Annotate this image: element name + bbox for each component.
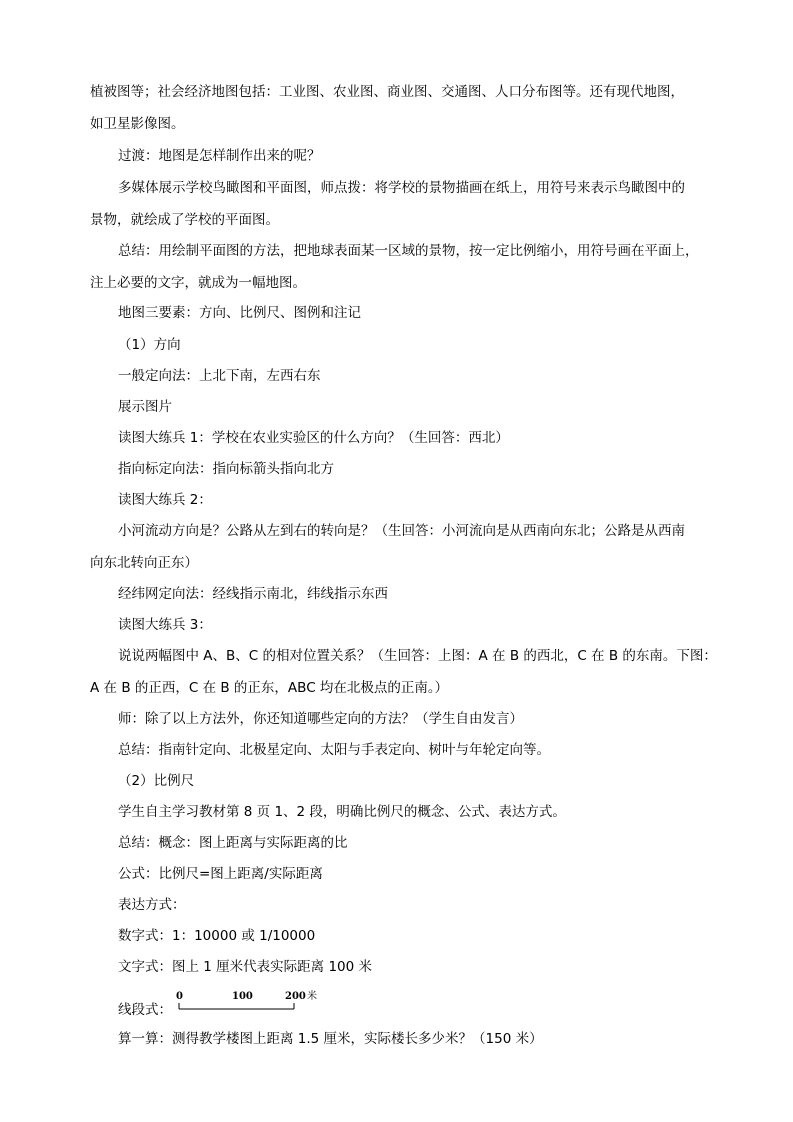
text-line: 过渡：地图是怎样制作出来的呢？ — [118, 148, 321, 164]
text-line: 多媒体展示学校鸟瞰图和平面图，师点拨：将学校的景物描画在纸上，用符号来表示鸟瞰图中的 — [118, 180, 685, 196]
text-line: 展示图片 — [118, 399, 172, 415]
text-line: 一般定向法：上北下南，左西右东 — [118, 368, 321, 384]
line-scale-bar — [174, 990, 334, 1020]
text-line: 小河流动方向是？公路从左到右的转向是？（生回答：小河流向是从西南向东北；公路是从西南 — [118, 523, 685, 539]
text-line: 数字式：1：10000 或 1/10000 — [118, 928, 316, 944]
text-line: 总结：用绘制平面图的方法，把地球表面某一区域的景物，按一定比例缩小，用符号画在平面上， — [118, 243, 699, 259]
text-line: 总结：指南针定向、北极星定向、太阳与手表定向、树叶与年轮定向等。 — [118, 742, 550, 758]
calc-line: 算一算：测得教学楼图上距离 1.5 厘米，实际楼长多少米？（150 米） — [118, 1031, 543, 1047]
text-line: 景物，就绘成了学校的平面图。 — [90, 212, 279, 228]
text-line: （1）方向 — [118, 337, 181, 353]
text-line: 注上必要的文字，就成为一幅地图。 — [90, 275, 306, 291]
scale-bar-label: 线段式： — [118, 1002, 172, 1018]
text-line: （2）比例尺 — [118, 773, 195, 789]
scale-tick-100: 100 — [232, 991, 253, 1002]
scale-tick-200: 200 — [285, 991, 306, 1002]
text-line: 文字式：图上 1 厘米代表实际距离 100 米 — [118, 959, 373, 975]
text-line: 总结：概念：图上距离与实际距离的比 — [118, 835, 348, 851]
text-line: 植被图等；社会经济地图包括：工业图、农业图、商业图、交通图、人口分布图等。还有现代地图， — [90, 84, 684, 100]
text-line: 读图大练兵 2： — [118, 492, 212, 508]
text-line: A 在 B 的正西，C 在 B 的正东，ABC 均在北极点的正南。） — [90, 680, 449, 696]
text-line: 说说两幅图中 A、B、C 的相对位置关系？（生回答：上图：A 在 B 的西北，C 在 B 的东南。下图： — [118, 648, 717, 664]
scale-tick-0: 0 — [176, 991, 183, 1002]
text-line: 读图大练兵 3： — [118, 617, 212, 633]
text-line: 如卫星影像图。 — [90, 116, 185, 132]
scale-unit: 米 — [307, 991, 317, 1002]
text-line: 地图三要素：方向、比例尺、图例和注记 — [118, 305, 361, 321]
text-line: 公式：比例尺=图上距离/实际距离 — [118, 866, 323, 882]
text-line: 学生自主学习教材第 8 页 1、2 段，明确比例尺的概念、公式、表达方式。 — [118, 804, 566, 820]
text-line: 读图大练兵 1：学校在农业实验区的什么方向？（生回答：西北） — [118, 430, 509, 446]
line-scale-row — [118, 990, 418, 1030]
text-line: 经纬网定向法：经线指示南北，纬线指示东西 — [118, 586, 388, 602]
text-line: 向东北转向正东） — [90, 555, 198, 571]
text-line: 表达方式： — [118, 897, 186, 913]
text-line: 指向标定向法：指向标箭头指向北方 — [118, 461, 334, 477]
text-line: 师：除了以上方法外，你还知道哪些定向的方法？（学生自由发言） — [118, 711, 523, 727]
